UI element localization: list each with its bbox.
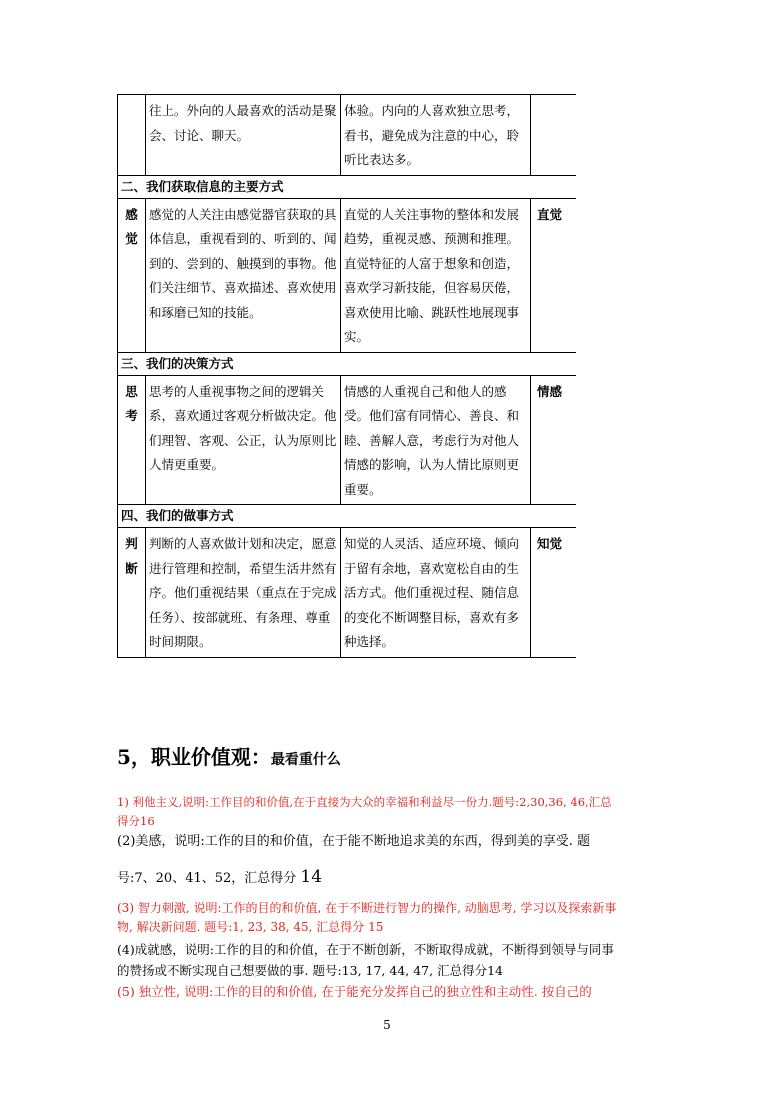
heading-subtitle: 最看重什么 [270,752,341,768]
trait-description-left: 思考的人重视事物之间的逻辑关系，喜欢通过客观分析做决定。他们理智、客观、公正，认为原则比人情更重要。 [146,375,341,505]
table-row [118,375,576,505]
trait-description-left: 感觉的人关注由感觉器官获取的具体信息，重视看到的、听到的、闻到的、尝到的、触摸到的事物。他们关注细节、喜欢描述、喜欢使用和琢磨已知的技能。 [146,198,341,352]
heading-number: 5，职业价值观： [117,745,271,769]
trait-left-label [118,95,146,176]
section-title: 三、我们的决策方式 [118,352,576,375]
trait-description-right: 直觉的人关注事物的整体和发展趋势，重视灵感、预测和推理。直觉特征的人富于想象和创造，喜欢学习新技能，但容易厌倦，喜欢使用比喻、跳跃性地展现事实。 [341,198,531,352]
table-section-row [118,175,576,198]
section-heading [117,741,341,770]
trait-description-left: 往上。外向的人最喜欢的活动是聚会、讨论、聊天。 [146,95,341,176]
table-section-row [118,352,576,375]
value-item-achievement: (4)成就感，说明:工作的目的和价值，在于不断创新，不断取得成就，不断得到领导与同事的赞扬或不断实现自己想要做的事. 题号:13, 17, 44, 47, 汇总得分14 [117,942,614,978]
value-item-altruism: 1) 利他主义,说明:工作目的和价值,在于直接为大众的幸福和利益尽一份力.题号:2,30,36, 46,汇总得分16 [117,795,612,828]
trait-right-label [531,95,576,176]
trait-description-left: 判断的人喜欢做计划和决定，愿意进行管理和控制，希望生活井然有序。他们重视结果（重点在于完成任务）、按部就班、有条理、尊重时间期限。 [146,528,341,658]
aesthetics-question-numbers: 号:7、20、41、52，汇总得分 [117,871,297,886]
trait-left-label: 思 考 [118,375,146,505]
table-row [118,528,576,658]
trait-right-label: 直觉 [531,198,576,352]
page-number: 5 [383,1018,391,1032]
trait-description-right: 体验。内向的人喜欢独立思考，看书，避免成为注意的中心，聆听比表达多。 [341,95,531,176]
value-item-aesthetics: (2)美感，说明:工作的目的和价值，在于能不断地追求美的东西，得到美的享受. 题 [117,834,591,849]
table-section-row [118,505,576,528]
career-values-list [117,793,617,1002]
table-row [118,198,576,352]
trait-right-label: 知觉 [531,528,576,658]
value-item-independence: (5) 独立性, 说明:工作的目的和价值, 在于能充分发挥自己的独立性和主动性. 按自己的 [117,984,592,999]
personality-type-table [117,94,576,658]
section-title: 二、我们获取信息的主要方式 [118,175,576,198]
aesthetics-score: 14 [300,867,323,887]
trait-left-label: 判 断 [118,528,146,658]
trait-description-right: 情感的人重视自己和他人的感受。他们富有同情心、善良、和睦、善解人意，考虑行为对他人情感的影响，认为人情比原则更重要。 [341,375,531,505]
trait-left-label: 感 觉 [118,198,146,352]
trait-right-label: 情感 [531,375,576,505]
value-item-intellectual-stimulation: (3) 智力刺激, 说明:工作的目的和价值, 在于不断进行智力的操作, 动脑思考, 学习以及探索新事物, 解决新问题. 题号:1, 23, 38, 45, 汇总得分 15 [117,901,617,934]
table-row [118,95,576,176]
section-title: 四、我们的做事方式 [118,505,576,528]
value-item-aesthetics-continued [117,860,617,896]
trait-description-right: 知觉的人灵活、适应环境、倾向于留有余地，喜欢宽松自由的生活方式。他们重视过程、随信息的变化不断调整目标，喜欢有多种选择。 [341,528,531,658]
